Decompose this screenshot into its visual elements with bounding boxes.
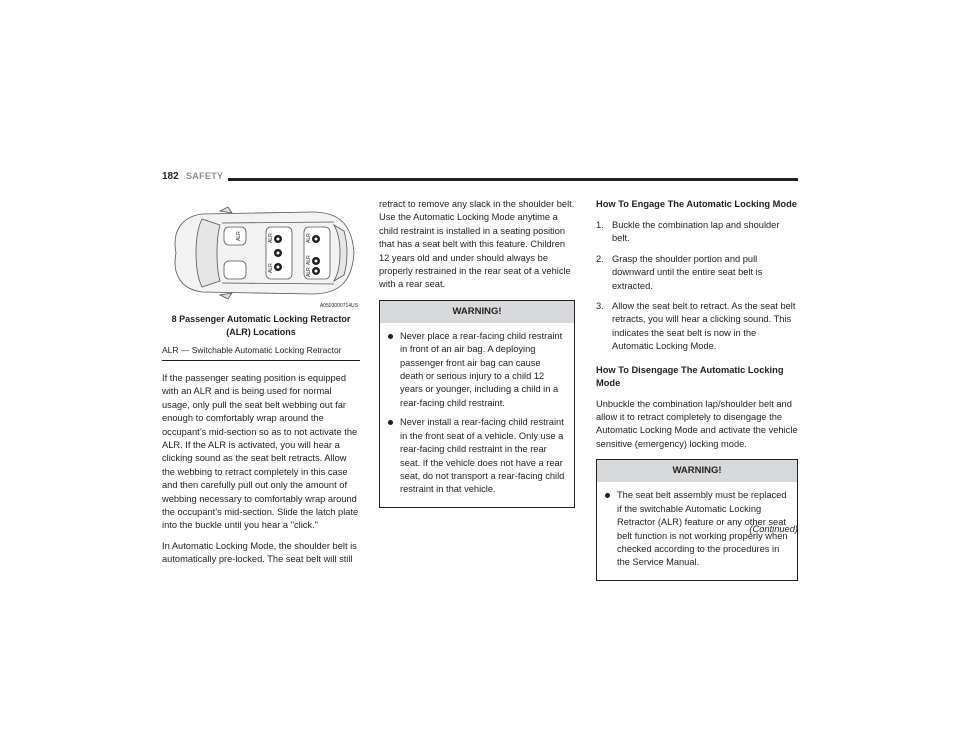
alr-label: ALR bbox=[306, 255, 312, 265]
warning-item: Never place a rear-facing child restraint in front of an air bag. A deploying passenger front air bag can cause death or serious injury to a child 12 years or younger, including a child in a rear-facing child restraint. bbox=[388, 330, 566, 410]
bullet-icon bbox=[388, 334, 393, 339]
alr-label: ALR bbox=[306, 267, 312, 277]
continued-note: (Continued) bbox=[749, 524, 798, 534]
warning-title: WARNING! bbox=[597, 460, 797, 482]
figure-note: ALR — Switchable Automatic Locking Retractor bbox=[162, 345, 360, 361]
step-item: 2. Grasp the shoulder portion and pull downward until the entire seat belt is extracted. bbox=[596, 253, 763, 291]
step-item: 3. Allow the seat belt to retract. As the seat belt retracts, you will hear a clicking sound. This indicates the seat belt is now in the Automatic Locking Mode. bbox=[596, 301, 796, 352]
section-heading: How To Engage The Automatic Locking Mode bbox=[596, 199, 797, 209]
bullet-icon bbox=[388, 420, 393, 425]
vehicle-top-view-illustration bbox=[162, 205, 360, 301]
alr-label: ALR bbox=[236, 231, 242, 241]
vehicle-seat-diagram bbox=[162, 205, 360, 309]
warning-title: WARNING! bbox=[380, 301, 574, 323]
section-title: SAFETY bbox=[186, 171, 224, 181]
alr-label: ALR bbox=[268, 263, 274, 273]
column-right bbox=[596, 198, 798, 581]
body-paragraph: In Automatic Locking Mode, the shoulder belt is automatically pre-locked. The seat belt will still bbox=[162, 540, 357, 565]
warning-item: The seat belt assembly must be replaced if the switchable Automatic Locking Retractor (ALR) feature or any other seat belt function is not working properly when checked according to the procedures in the Service Manual. bbox=[605, 489, 789, 569]
body-paragraph: If the passenger seating position is equipped with an ALR and is being used for normal usage, only pull the seat belt webbing out far enough to comfortably wrap around the occupant’s mid-section so as to not activate the ALR. If the ALR is activated, you will hear a clicking sound as the seat belt retracts. Allow the webbing to retract completely in this case and then carefully pull out only the amount of webbing necessary to comfortably wrap around the occupant’s mid-section. Slide the latch plate into the buckle until you hear a "click." bbox=[162, 373, 359, 531]
alr-label: ALR bbox=[268, 233, 274, 243]
section-heading: How To Disengage The Automatic Locking Mode bbox=[596, 364, 784, 388]
figure-id: A0503000714US bbox=[319, 303, 358, 309]
alr-label: ALR bbox=[306, 233, 312, 243]
step-item: 1. Buckle the combination lap and shoulder belt. bbox=[596, 220, 780, 244]
page-header bbox=[162, 171, 798, 187]
body-paragraph: retract to remove any slack in the shoulder belt. Use the Automatic Locking Mode anytime a child restraint is installed in a seating position that has a seat belt with this feature. Children 12 years old and under should always be properly restrained in the rear seat of a vehicle with a rear seat. bbox=[379, 199, 575, 290]
warning-box bbox=[596, 459, 798, 580]
figure-caption: 8 Passenger Automatic Locking Retractor (ALR) Locations bbox=[171, 314, 351, 337]
bullet-icon bbox=[605, 493, 610, 498]
header-rule bbox=[228, 178, 798, 181]
page-number: 182 bbox=[162, 171, 179, 182]
warning-item: Never install a rear-facing child restraint in the front seat of a vehicle. Only use a rear-facing child restraint in the rear seat. If the vehicle does not have a rear seat, do not transport a rear-facing child restraint in that vehicle. bbox=[388, 416, 566, 496]
column-left bbox=[162, 205, 360, 574]
warning-box bbox=[379, 300, 575, 508]
body-paragraph: Unbuckle the combination lap/shoulder belt and allow it to retract completely to disengage the Automatic Locking Mode and activate the vehicle sensitive (emergency) locking mode. bbox=[596, 398, 798, 449]
column-middle bbox=[379, 198, 575, 508]
